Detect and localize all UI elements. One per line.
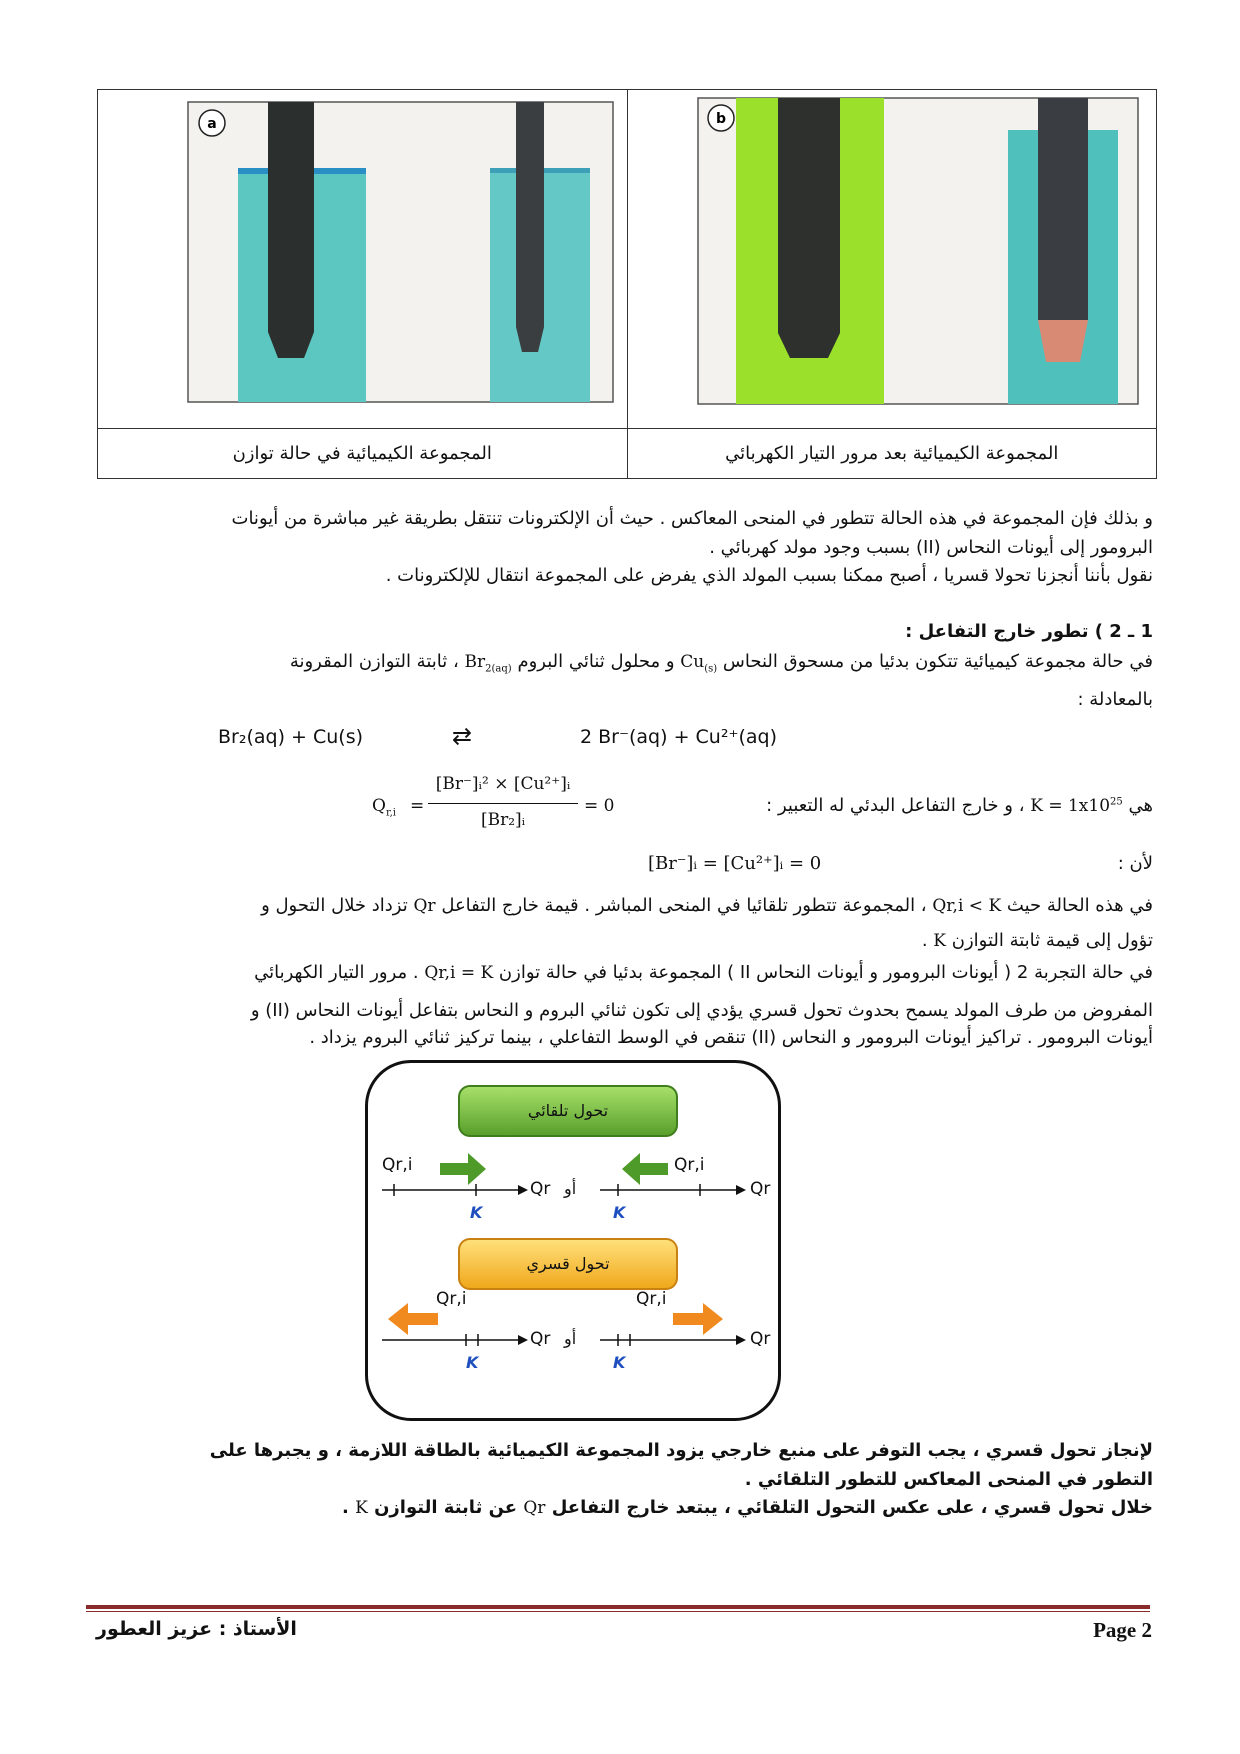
k-label-3: K	[466, 1353, 479, 1372]
author-name: الأستاذ : عزيز العطور	[96, 1618, 297, 1640]
figure-a-badge: a	[207, 116, 217, 132]
intro-line-1: و بذلك فإن المجموعة في هذه الحالة تتطور في المنحى المعاكس . حيث أن الإلكترونات تنتقل بطريقة غير مباشرة من أيونات	[231, 508, 1153, 529]
because-label: لأن :	[1117, 853, 1153, 874]
k-label-1: K	[470, 1203, 483, 1222]
para2-line-3: في حالة التجربة 2 ( أيونات البرومور و أيونات النحاس II ) المجموعة بدئيا في حالة توازن Qr,i = K . مرور التيار الكهربائي	[254, 962, 1153, 983]
green-arrow-left	[622, 1153, 668, 1185]
qri-expression	[372, 768, 632, 838]
green-arrow-right	[440, 1153, 486, 1185]
qri-result: = 0	[584, 796, 615, 816]
section-line-1	[93, 651, 1153, 674]
transformation-diagram	[365, 1060, 781, 1421]
figure-a-caption: المجموعة الكيميائية في حالة توازن	[98, 428, 627, 478]
figures-table	[97, 89, 1157, 479]
diagram-axes	[368, 1063, 778, 1418]
para2-qr: Qr	[413, 896, 436, 916]
because-expression: [Br⁻]ᵢ = [Cu²⁺]ᵢ = 0	[648, 853, 822, 874]
qr-label-1: Qr	[530, 1179, 551, 1199]
qri-label-3: Qr,i	[436, 1289, 467, 1309]
figure-b-photo	[628, 90, 1157, 428]
para2-equality: Qr,i = K	[424, 963, 494, 983]
page-number: Page 2	[1093, 1618, 1152, 1642]
section-line-2: بالمعادلة :	[1077, 689, 1153, 710]
forced-label: تحول قسري	[458, 1238, 678, 1290]
qri-label-1: Qr,i	[382, 1155, 413, 1175]
para2-line-1: في هذه الحالة حيث Qr,i < K ، المجموعة تتطور تلقائيا في المنحى المباشر . قيمة خارج التفاعل Qr تزداد خلال التحول و	[261, 895, 1153, 916]
conclusion-line-3: خلال تحول قسري ، على عكس التحول التلقائي ، يبتعد خارج التفاعل Qr عن ثابتة التوازن K .	[341, 1497, 1153, 1518]
footer-rule-thin	[86, 1611, 1150, 1612]
spontaneous-label: تحول تلقائي	[458, 1085, 678, 1137]
br-formula: $Br_{2(aq)}$	[464, 652, 512, 675]
para2-k: K	[933, 931, 946, 951]
figure-b-cell	[627, 90, 1157, 479]
k-line-word: هي	[1128, 795, 1153, 816]
qr-label-4: Qr	[750, 1329, 771, 1349]
para2-line-2: تؤول إلى قيمة ثابتة التوازن K .	[921, 930, 1153, 951]
qri-label-2: Qr,i	[674, 1155, 705, 1175]
k-label-4: K	[613, 1353, 626, 1372]
or-label-1: أو	[564, 1179, 577, 1198]
qr-label-2: Qr	[750, 1179, 771, 1199]
intro-line-3: نقول بأننا أنجزنا تحولا قسريا ، أصبح ممكنا بسبب المولد الذي يفرض على المجموعة انتقال للإلكترونات .	[385, 565, 1153, 586]
para2-inequality: Qr,i < K	[932, 896, 1002, 916]
figure-a-cell	[98, 90, 628, 479]
orange-arrow-right	[673, 1303, 723, 1335]
qri-denominator: [Br₂]ᵢ	[480, 810, 526, 830]
fraction-bar	[428, 803, 578, 804]
equation-rhs: 2 Br⁻(aq) + Cu²⁺(aq)	[580, 726, 778, 748]
qri-equals: =	[410, 796, 425, 816]
qri-label-4: Qr,i	[636, 1289, 667, 1309]
para2-line-4: المفروض من طرف المولد يسمح بحدوث تحول قسري يؤدي إلى تكون ثنائي البروم و النحاس بتفاعل أيونات النحاس (II) و	[250, 1000, 1153, 1021]
k-label-2: K	[613, 1203, 626, 1222]
equation-arrow: ⇄	[452, 722, 473, 750]
conclusion-line-1: لإنجاز تحول قسري ، يجب التوفر على منبع خارجي يزود المجموعة الكيميائية بالطاقة اللازمة ، و يجبرها على	[209, 1440, 1153, 1461]
cu-formula: $Cu_{(s)}$	[680, 652, 718, 675]
section-text-a: في حالة مجموعة كيميائية تتكون بدئيا من مسحوق النحاس	[722, 651, 1153, 672]
k-line-desc: ، و خارج التفاعل البدئي له التعبير :	[766, 795, 1025, 816]
section-text-b: و محلول ثنائي البروم	[517, 651, 675, 672]
section-text-c: ، ثابتة التوازن المقرونة	[289, 651, 459, 672]
equation-lhs: Br₂(aq) + Cu(s)	[218, 726, 364, 748]
figure-b-caption: المجموعة الكيميائية بعد مرور التيار الكهربائي	[628, 428, 1157, 478]
k-value: $K = 1x10^{25}$	[1030, 796, 1123, 816]
figure-b-badge: b	[715, 111, 726, 127]
intro-line-2: البرومور إلى أيونات النحاس (II) بسبب وجود مولد كهربائي .	[709, 537, 1153, 558]
qr-label-3: Qr	[530, 1329, 551, 1349]
qri-symbol: $Q_{r,i}$	[372, 796, 396, 819]
orange-arrow-left	[388, 1303, 438, 1335]
figure-a-photo	[98, 90, 627, 428]
qri-numerator: [Br⁻]ᵢ² × [Cu²⁺]ᵢ	[435, 774, 571, 794]
conclusion-line-2: التطور في المنحى المعاكس للتطور التلقائي .	[744, 1469, 1153, 1490]
footer-rule-thick	[86, 1605, 1150, 1609]
k-line-text	[766, 795, 1153, 816]
section-heading: 1 ـ 2 ) تطور خارج التفاعل :	[905, 621, 1153, 642]
para2-line-5: أيونات البرومور . تراكيز أيونات البرومور و النحاس (II) تنقص في الوسط التفاعلي ، بينما تركيز ثنائي البروم يزداد .	[309, 1027, 1153, 1048]
or-label-2: أو	[564, 1329, 577, 1348]
conclusion-qr: Qr	[523, 1498, 546, 1518]
conclusion-k: K	[355, 1498, 368, 1518]
